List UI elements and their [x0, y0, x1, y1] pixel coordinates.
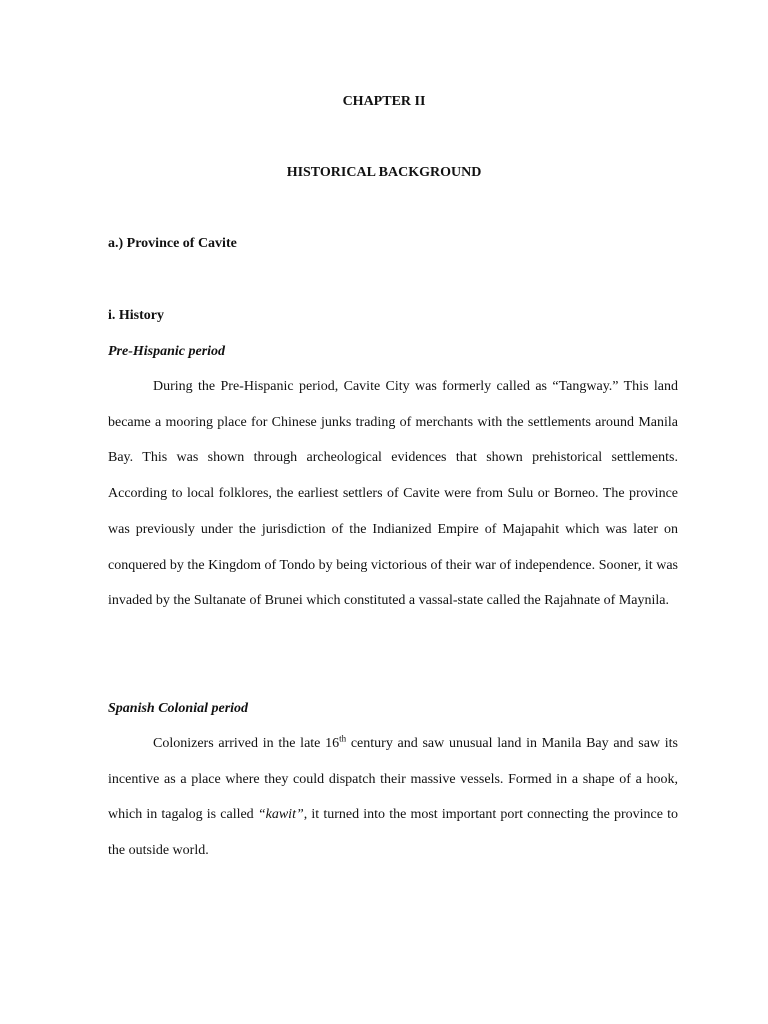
chapter-title: HISTORICAL BACKGROUND: [286, 165, 482, 180]
superscript-ordinal: th: [339, 733, 347, 744]
section-heading-province-of-cavite: a.) Province of Cavite: [108, 236, 237, 251]
italic-term-kawit: “kawit”: [257, 807, 304, 823]
period-heading-spanish-colonial: Spanish Colonial period: [108, 701, 249, 716]
paragraph-text: century and saw unusual land in Manila Bay and saw its incentive as a place where they could dispatch their massive vessels. Formed in a shape of a hook, which in tagalog is called: [108, 736, 678, 823]
paragraph-spanish-colonial: [108, 726, 678, 869]
period-heading-pre-hispanic: Pre-Hispanic period: [108, 344, 226, 359]
paragraph-text: , it turned into the most important port connecting the province to the outside world.: [108, 807, 678, 859]
chapter-label: CHAPTER II: [342, 94, 426, 109]
paragraph-text: Colonizers arrived in the late 16: [153, 736, 340, 751]
paragraph-pre-hispanic: During the Pre-Hispanic period, Cavite City was formerly called as “Tangway.” This land became a mooring place for Chinese junks trading of merchants with the settlements around Manila Bay. This was shown through archeological evidences that shown prehistorical settlements. According to local folklores, the earliest settlers of Cavite were from Sulu or Borneo. The province was previously under the jurisdiction of the Indianized Empire of Majapahit which was later on conquered by the Kingdom of Tondo by being victorious of their war of independence. Sooner, it was invaded by the Sultanate of Brunei which constituted a vassal-state called the Rajahnate of Maynila.: [108, 379, 678, 609]
subsection-heading-history: i. History: [108, 308, 164, 323]
